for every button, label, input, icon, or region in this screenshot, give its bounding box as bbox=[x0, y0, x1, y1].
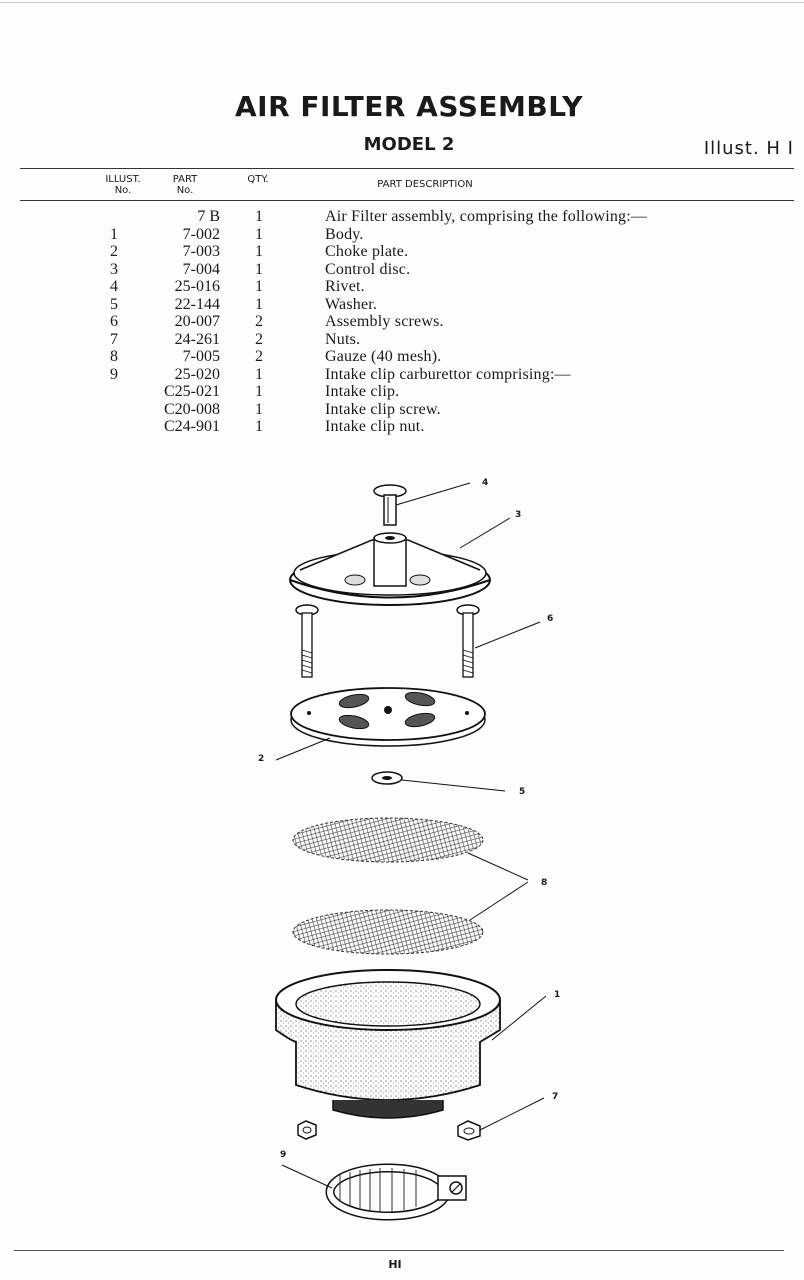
callout-1: 1 bbox=[554, 990, 561, 1000]
header-illust-line2: No. bbox=[114, 185, 132, 196]
cell-qty: 1 bbox=[255, 383, 263, 400]
callout-8: 8 bbox=[541, 878, 548, 888]
callout-2: 2 bbox=[258, 754, 265, 764]
cell-part: 7 B bbox=[197, 208, 220, 225]
control-disc-part bbox=[290, 533, 490, 605]
cell-illust: 1 bbox=[110, 225, 118, 243]
intake-clip-part bbox=[330, 1168, 466, 1216]
table-row bbox=[0, 366, 804, 384]
callout-3: 3 bbox=[515, 510, 522, 520]
parts-table bbox=[0, 208, 804, 436]
cell-description: Intake clip. bbox=[325, 383, 400, 400]
assembly-screw-left bbox=[296, 605, 318, 677]
cell-part: 7-004 bbox=[182, 260, 220, 278]
cell-description: Body. bbox=[325, 225, 364, 243]
cell-part: 22-144 bbox=[174, 295, 220, 313]
cell-qty: 1 bbox=[255, 243, 263, 260]
page-number: HI bbox=[388, 1258, 402, 1271]
top-edge-rule bbox=[0, 2, 804, 3]
table-row bbox=[0, 243, 804, 261]
cell-part: 7-003 bbox=[182, 243, 220, 260]
page-title: AIR FILTER ASSEMBLY bbox=[234, 90, 583, 123]
cell-qty: 2 bbox=[255, 348, 263, 365]
cell-qty: 1 bbox=[255, 418, 263, 435]
table-row bbox=[0, 348, 804, 366]
cell-description: Rivet. bbox=[325, 278, 365, 295]
filter-body-part bbox=[276, 970, 500, 1118]
callout-4: 4 bbox=[482, 478, 489, 488]
cell-description: Assembly screws. bbox=[325, 313, 444, 330]
cell-qty: 2 bbox=[255, 313, 263, 330]
assembly-screw-right bbox=[457, 605, 479, 677]
header-part-line2: No. bbox=[176, 185, 194, 196]
footer-rule bbox=[14, 1250, 784, 1251]
cell-qty: 1 bbox=[255, 225, 263, 243]
table-row bbox=[0, 401, 804, 419]
exploded-diagram bbox=[0, 460, 804, 1230]
cell-part: 24-261 bbox=[174, 330, 220, 348]
choke-plate-part bbox=[291, 688, 485, 746]
cell-qty: 1 bbox=[255, 278, 263, 295]
cell-part: 25-020 bbox=[174, 365, 220, 383]
cell-illust: 2 bbox=[110, 243, 118, 260]
cell-illust: 5 bbox=[110, 295, 118, 313]
gauze-lower-part bbox=[293, 910, 483, 954]
cell-part: C24-901 bbox=[164, 418, 220, 435]
table-row bbox=[0, 418, 804, 436]
rivet-part bbox=[374, 485, 406, 525]
nut-right-part bbox=[458, 1121, 480, 1140]
callout-9: 9 bbox=[280, 1150, 287, 1160]
table-row bbox=[0, 383, 804, 401]
cell-qty: 1 bbox=[255, 365, 263, 383]
cell-description: Nuts. bbox=[325, 330, 361, 348]
illustration-reference: Illust. H I bbox=[703, 138, 794, 159]
cell-illust: 4 bbox=[110, 278, 118, 295]
cell-part: C20-008 bbox=[164, 400, 220, 418]
cell-qty: 2 bbox=[255, 330, 263, 348]
callout-6: 6 bbox=[547, 614, 554, 624]
header-description: PART DESCRIPTION bbox=[377, 179, 473, 190]
cell-part: 7-002 bbox=[182, 225, 220, 243]
table-row bbox=[0, 226, 804, 244]
cell-description: Choke plate. bbox=[325, 243, 409, 260]
header-top-rule bbox=[20, 168, 794, 169]
header-part-line1: PART bbox=[172, 174, 198, 185]
cell-description: Control disc. bbox=[325, 260, 411, 278]
table-row bbox=[0, 208, 804, 226]
table-row bbox=[0, 313, 804, 331]
cell-part: 7-005 bbox=[182, 348, 220, 365]
cell-illust: 8 bbox=[110, 348, 118, 365]
table-row bbox=[0, 331, 804, 349]
washer-part bbox=[372, 772, 402, 784]
header-part bbox=[160, 174, 210, 196]
page-subtitle: MODEL 2 bbox=[363, 134, 455, 155]
gauze-upper-part bbox=[293, 818, 483, 862]
nut-left-part bbox=[298, 1121, 316, 1139]
cell-part: 25-016 bbox=[174, 278, 220, 295]
cell-description: Intake clip carburettor comprising:— bbox=[325, 365, 571, 383]
table-row bbox=[0, 261, 804, 279]
cell-qty: 1 bbox=[255, 208, 263, 225]
cell-qty: 1 bbox=[255, 260, 263, 278]
cell-description: Washer. bbox=[325, 295, 378, 313]
cell-qty: 1 bbox=[255, 295, 263, 313]
cell-description: Intake clip screw. bbox=[325, 400, 441, 418]
cell-illust: 3 bbox=[110, 260, 118, 278]
cell-illust: 9 bbox=[110, 365, 118, 383]
cell-illust: 6 bbox=[110, 313, 118, 330]
cell-part: 20-007 bbox=[174, 313, 220, 330]
table-row bbox=[0, 278, 804, 296]
header-illust-line1: ILLUST. bbox=[105, 174, 141, 185]
cell-qty: 1 bbox=[255, 400, 263, 418]
cell-part: C25-021 bbox=[164, 383, 220, 400]
header-bottom-rule bbox=[20, 200, 794, 201]
cell-description: Gauze (40 mesh). bbox=[325, 348, 442, 365]
callout-5: 5 bbox=[519, 787, 526, 797]
header-qty: QTY. bbox=[247, 174, 269, 185]
header-illust bbox=[96, 174, 150, 196]
cell-description: Intake clip nut. bbox=[325, 418, 425, 435]
table-row bbox=[0, 296, 804, 314]
cell-description: Air Filter assembly, comprising the following:— bbox=[325, 208, 648, 225]
cell-illust: 7 bbox=[110, 330, 118, 348]
callout-7: 7 bbox=[552, 1092, 559, 1102]
